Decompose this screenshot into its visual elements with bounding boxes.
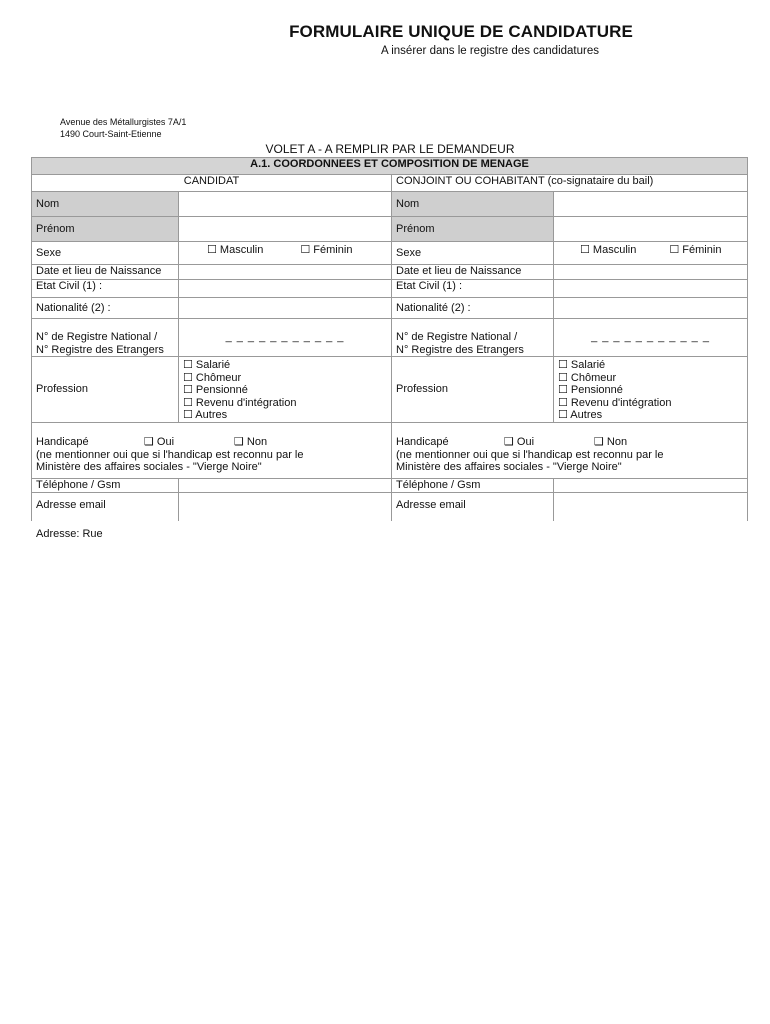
row-etat-civil [32,280,748,298]
candidat-nationalite-field[interactable] [179,298,392,319]
conjoint-registre-placeholder: _ _ _ _ _ _ _ _ _ _ _ [591,331,710,344]
candidat-telephone-label: Téléphone / Gsm [32,479,179,493]
conjoint-registre-field[interactable] [554,319,748,357]
candidat-prenom-label: Prénom [32,217,179,242]
row-nationalite [32,298,748,319]
form-subtitle: A insérer dans le registre des candidatures [381,45,599,57]
candidat-profession-options [179,357,392,423]
candidat-masculin-checkbox[interactable]: ☐ Masculin [207,244,264,256]
row-email [32,492,748,521]
conjoint-handicap-cell [392,423,748,479]
conjoint-registre-label-line1: N° de Registre National / [396,331,518,343]
candidat-feminin-checkbox[interactable]: ☐ Féminin [300,244,353,256]
conjoint-prenom-field[interactable] [554,217,748,242]
row-naissance [32,265,748,280]
conjoint-telephone-field[interactable] [554,479,748,493]
candidat-email-field[interactable] [179,492,392,521]
candidat-etat-civil-field[interactable] [179,280,392,298]
form-title: FORMULAIRE UNIQUE DE CANDIDATURE [289,22,633,41]
conjoint-nom-label: Nom [392,192,554,217]
candidat-profession-label: Profession [32,357,179,423]
candidat-prenom-field[interactable] [179,217,392,242]
row-telephone [32,479,748,493]
conjoint-handicap-note-line2: Ministère des affaires sociales - "Vierge Noire" [396,461,622,473]
candidat-registre-placeholder: _ _ _ _ _ _ _ _ _ _ _ [225,331,345,344]
candidat-nom-label: Nom [32,192,179,217]
conjoint-option-revenu[interactable]: ☐ Revenu d'intégration [558,396,672,409]
conjoint-nom-field[interactable] [554,192,748,217]
conjoint-option-chomeur[interactable]: ☐ Chômeur [558,371,617,384]
conjoint-handicap-oui-checkbox[interactable]: ❑ Oui [504,436,535,448]
conjoint-nationalite-field[interactable] [554,298,748,319]
conjoint-masculin-checkbox[interactable]: ☐ Masculin [580,244,637,256]
conjoint-option-autres[interactable]: ☐ Autres [558,409,603,421]
section-header-row [32,158,748,175]
conjoint-etat-civil-label: Etat Civil (1) : [392,280,554,298]
candidat-handicap-note-line2: Ministère des affaires sociales - "Vierge Noire" [36,461,262,473]
candidat-option-chomeur[interactable]: ☐ Chômeur [183,371,242,384]
candidat-email-label: Adresse email [32,492,179,521]
conjoint-handicap-note-line1: (ne mentionner oui que si l'handicap est reconnu par le [396,448,664,461]
conjoint-profession-options [554,357,748,423]
conjoint-email-field[interactable] [554,492,748,521]
candidat-sexe-options [179,242,392,265]
candidat-handicap-oui-checkbox[interactable]: ❑ Oui [144,436,175,448]
address-line-1: Avenue des Métallurgistes 7A/1 [60,117,187,127]
address-line-2: 1490 Court-Saint-Etienne [60,129,162,139]
candidat-handicap-note-line1: (ne mentionner oui que si l'handicap est reconnu par le [36,448,304,461]
conjoint-registre-label [392,319,554,357]
candidat-option-revenu[interactable]: ☐ Revenu d'intégration [183,396,297,409]
row-registre [32,319,748,357]
conjoint-handicap-label: Handicapé [396,436,449,448]
conjoint-etat-civil-field[interactable] [554,280,748,298]
candidat-telephone-field[interactable] [179,479,392,493]
row-nom [32,192,748,217]
column-header-row [32,175,748,192]
conjoint-handicap-non-checkbox[interactable]: ❑ Non [594,436,628,448]
column-candidat: CANDIDAT [32,175,392,192]
row-profession [32,357,748,423]
candidat-option-salarie[interactable]: ☐ Salarié [183,359,231,371]
section-title: A.1. COORDONNEES ET COMPOSITION DE MENAGE [32,158,748,175]
candidat-registre-label-line1: N° de Registre National / [36,331,158,343]
candidat-handicap-non-checkbox[interactable]: ❑ Non [234,436,268,448]
candidature-form-table [31,157,748,521]
conjoint-sexe-options [554,242,748,265]
candidat-etat-civil-label: Etat Civil (1) : [32,280,179,298]
candidat-registre-label-line2: N° Registre des Etrangers [36,343,164,356]
conjoint-option-pensionne[interactable]: ☐ Pensionné [558,384,623,396]
candidat-registre-field[interactable] [179,319,392,357]
conjoint-feminin-checkbox[interactable]: ☐ Féminin [669,244,722,256]
candidat-naissance-label: Date et lieu de Naissance [32,265,179,280]
candidat-registre-label [32,319,179,357]
conjoint-option-salarie[interactable]: ☐ Salarié [558,359,606,371]
conjoint-nationalite-label: Nationalité (2) : [392,298,554,319]
conjoint-naissance-field[interactable] [554,265,748,280]
row-prenom [32,217,748,242]
candidat-handicap-cell [32,423,392,479]
conjoint-telephone-label: Téléphone / Gsm [392,479,554,493]
conjoint-profession-label: Profession [392,357,554,423]
candidat-naissance-field[interactable] [179,265,392,280]
column-conjoint: CONJOINT OU COHABITANT (co-signataire du bail) [392,175,748,192]
adresse-rue-label: Adresse: Rue [36,528,103,540]
candidat-option-pensionne[interactable]: ☐ Pensionné [183,384,248,396]
candidat-sexe-label: Sexe [32,242,179,265]
conjoint-naissance-label: Date et lieu de Naissance [392,265,554,280]
candidat-nationalite-label: Nationalité (2) : [32,298,179,319]
row-handicap [32,423,748,479]
volet-heading: VOLET A - A REMPLIR PAR LE DEMANDEUR [265,142,515,156]
row-sexe [32,242,748,265]
conjoint-registre-label-line2: N° Registre des Etrangers [396,343,524,356]
conjoint-sexe-label: Sexe [392,242,554,265]
candidat-nom-field[interactable] [179,192,392,217]
conjoint-prenom-label: Prénom [392,217,554,242]
conjoint-email-label: Adresse email [392,492,554,521]
candidat-handicap-label: Handicapé [36,436,89,448]
candidat-option-autres[interactable]: ☐ Autres [183,409,228,421]
